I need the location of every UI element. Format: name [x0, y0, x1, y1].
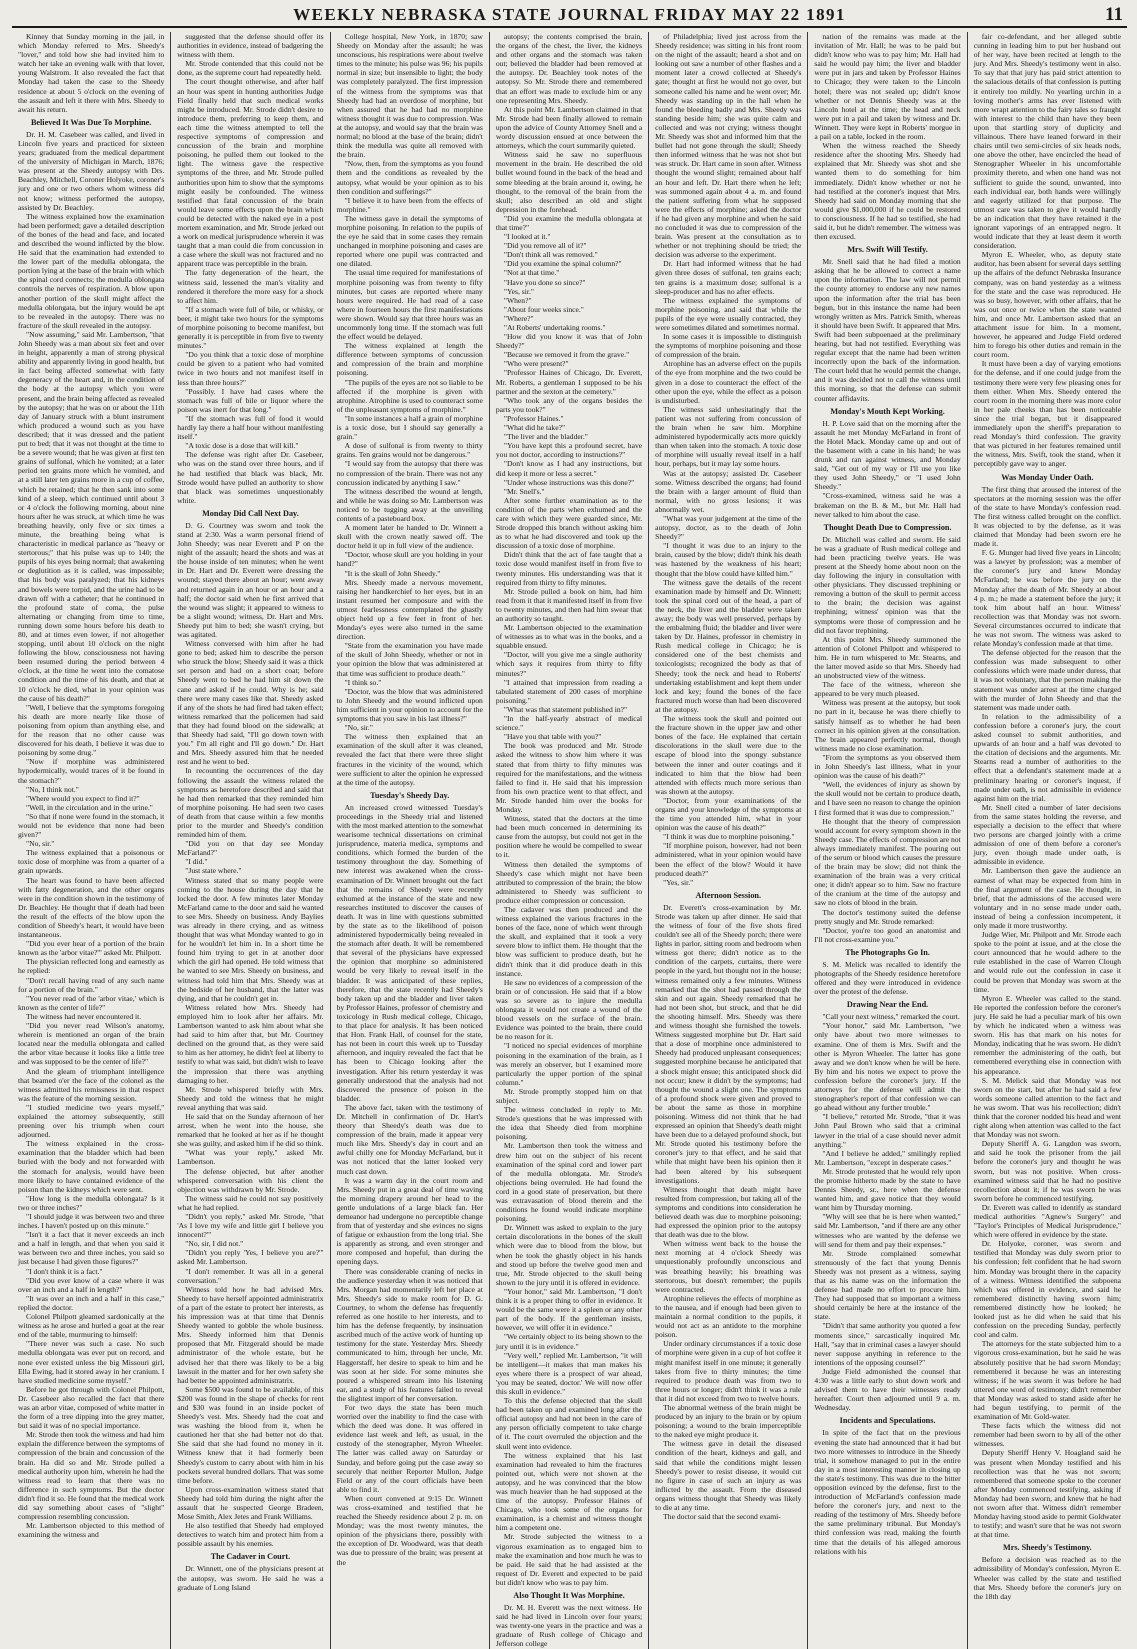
paragraph: "If a stomach were full of bile, or whisky, or beer, it might take two hours for the symptoms of morphine poisoning to become manifest, but generally it is perceptible in from five to twenty minutes." [177, 304, 324, 351]
paragraph: "I think so." [344, 677, 382, 687]
paragraph: In relation to the admissibility of a confession before a coroner's jury, the court asked counsel to submit authorities, and upwards of an hour and a half was devoted to the citation of decisions and the arguments. Mr. Stearns read a number of authorities to the effect that a defendant's statement made at a preliminary hearing or coroner's inquest, if made under oath, is not admissible in evidence against him on the trial. [973, 711, 1121, 803]
paragraph: Kinney that Sunday morning in the jail, in which Monday referred to Mrs. Sheedy's "lover," and told how she had invited him to watch her take an evening walk with that lover, young Walstrom. It also revealed the fact that Monday had taken the case to the Sheedy residence at about 5 o'clock on the evening of the assault and left it there with Mrs. Sheedy to await his return. [18, 32, 165, 114]
paragraph: "How long is the medulla oblongata? Is it two or three inches?" [18, 1193, 165, 1212]
paragraph: autopsy; the contents comprised the brain, the organs of the chest, the liver, the kidneys and other organs and the stomach was taken out; believed the bladder had been removed at the autopsy. Dr. Beachley took notes of the autopsy. So Mr. Strode there and remembered that an effort was made to exclude him or any one representing Mrs. Sheedy. [495, 32, 643, 105]
paragraph: The witness gave in detail the symptoms of morphine poisoning. In relation to the pupils of the eye he said that in some cases they remain unchanged in morphine poisoning and cases are reported where one pupil was contracted and one dilated. [336, 213, 483, 269]
paragraph: "The liver and the bladder." [503, 432, 588, 442]
paragraph: "No, sir." [26, 839, 55, 849]
paragraph: The face of the witness, whereon she appeared to be very much pleased. [814, 680, 961, 699]
paragraph: Deputy Sheriff A. G. Langdon was sworn, and said he took the prisoner from the jail before the coroner's jury and thought he was sworn, but was not positive. When cross-examined witness said that he had no positive recollection about it; if he was sworn he was sworn before he commenced testifying. [973, 1139, 1121, 1203]
paragraph: "There never was such a case. No such medulla oblongata was ever put on record, and none ever existed unless the big Missouri girl, Ella Ewing, had it stored away in her cranium. I have studied medicine some myself." [18, 1339, 165, 1385]
paragraph: Mr. Strode contended that this could not be done, as the supreme court had repeatedly held. [177, 59, 324, 78]
paragraph: Mr. Strode protested that he would rely upon the promise hitherto made by the state to have Dennis Sheedy, sr., here when the defense wanted him, and gave notice that they would want him by Thursday morning. [814, 1166, 961, 1213]
paragraph: "Yes, sir." [663, 877, 694, 887]
paragraph: "Where?" [503, 313, 534, 323]
paragraph: The abnormal wetness of the brain might be produced by an injury to the brain or by opium poisoning; a wound to the brain imperceptible to the naked eye might produce it. [655, 1402, 802, 1440]
paragraph: "I don't think it is a fact." [26, 1266, 103, 1276]
paragraph: Mr. Strode complained somewhat strenuously of the fact that young Dennis Sheedy was not present as a witness, saying that as his name was on the information the defense had made no effort to procure him. They had supposed that so important a witness should certainly be here at the instance of the state. [814, 1248, 961, 1322]
paragraph: Some $500 was found to be available, of this $200 was found in the shape of checks for rent and $30 was found in an inside pocket of Sheedy's vest. Mrs. Sheedy had the coat and was washing the blood from it, when he cautioned her that she had better not do that. She said that she had found no money in it. Witness knew that it had formerly been Sheedy's custom to carry about with him in his pockets several hundred dollars. That was some time before. [177, 1384, 324, 1485]
paragraph: "No, sir." [344, 723, 373, 733]
paragraph: Colonel Philpott gleamed sardonically at the witness as he arose and hurled a goat at the rear end of the table, murmuring to himself: [18, 1312, 165, 1340]
paragraph: H. P. Love said that on the morning after the assault he met Monday McFarland in front of the Hotel Mack. Monday came up and out of the basement with a cane in his hand; he was drunk and ran against witness, and Monday said, "Get out of my way or I'll use you like they used John Sheedy," or "I used John Sheedy." [814, 418, 961, 492]
paragraph: "Have you done so since?" [503, 277, 586, 287]
paragraph: The witness said he could not say positively what he had replied. [177, 1193, 324, 1212]
paragraph: Witness then detailed the symptoms of Sheedy's case which might not have been attributed to compression of the brain; the blow administered to Sheedy was sufficient to produce either compression or concussion. [495, 859, 643, 905]
section-heading: Believed It Was Due To Morphine. [30, 117, 152, 127]
paragraph: "At Roberts' undertaking rooms." [503, 323, 606, 332]
column-1 [12, 32, 171, 1649]
column-7 [968, 32, 1127, 1649]
paragraph: "Do you think that a toxic dose of morphine could be given to a patient who had vomited twice in two hours and not manifest itself in less than three hours?" [177, 350, 324, 387]
paragraph: "Doctor, was the blow that was administered to John Sheedy and the wound inflicted upon him sufficient in your opinion to account for the symptoms that you saw in his last illness?" [336, 686, 483, 724]
paragraph: Dr. M. H. Everett was the next witness. He said he had lived in Lincoln over four years; was twenty-one years in the practice and was a graduate of Rush college of Chicago and Jefferson college [495, 1603, 643, 1649]
section-heading: The Cadaver in Court. [210, 1552, 291, 1562]
paragraph: Didn't think that the act of fate taught that a toxic dose would manifest itself in from five to twenty minutes. His understanding was that it required from thirty to fifty minutes. [495, 550, 643, 587]
paragraph: "Did you on that day see Monday McFarland?" [177, 839, 324, 858]
section-heading: Thought Death Due to Compression. [823, 522, 952, 532]
paragraph: "I believe it to have been from the effects of morphine." [336, 195, 483, 214]
paragraph: Dr. Winnett, one of the physicians present at the autopsy, was sworn. He said he was a graduate of Long Island [177, 1564, 324, 1592]
paragraph: "Isn't it a fact that it never exceeds an inch and a half in length, and that when you said it was between two and three inches, you said so just because I had given those figures?" [18, 1230, 165, 1267]
paragraph: "Your honor," said Mr. Lambertson, "I don't think it is a proper thing to offer in evidence. It would be the same were it a spleen or any other part of the body. If the gentleman insists, however, we will offer it in evidence." [495, 1286, 643, 1333]
paragraph: "Did you ever know of a case where it was over an inch and a half in length?" [18, 1275, 165, 1294]
paragraph: Before a decision was reached as to the admissibility of Monday's confession, Myron E. Wheeler was called by the state and testified that Mrs. Sheedy before the coroner's jury on the 18th day [973, 1555, 1121, 1601]
paragraph: D. G. Courtney was sworn and took the stand at 2:30. Was a warm personal friend of John Sheedy; was near Everett and P on the night of the assault; heard the shots and was at the house inside of ten minutes; when he went in Dr. Hart and Dr. Everett were dressing the wound; stayed there about an hour; went away and returned again in an hour or an hour and a half; the doctor said when he first arrived that the wound was slight; it appeared to witness to be a slight wound; witness, Dr. Hart and Mrs. Sheedy put him to bed; she wasn't crying, but was agitated. [177, 520, 324, 639]
paragraph: "I studied medicine two years myself," explained the attorney subsequently, still preening over his triumph when court adjourned. [18, 1102, 165, 1140]
paragraph: "Your honor," said Mr. Lambertson, "we only have about two more witnesses to examine. One of them is Mrs. Swift and the other is Myron Wheeler. The latter has gone away and we don't know when he will be here. By him and his notes we expect to prove the confession before the coroner's jury. If the attorneys for the defense will admit the stenographer's report of that confession we can go ahead without any further trouble." [814, 1021, 961, 1113]
paragraph: The witness had never encountered it. [26, 1011, 142, 1021]
paragraph: There was considerable craning of necks in the audience yesterday when it was noticed that Mrs. Morgan had momentarily left her place at Mrs. Sheedy's side to make room for D. G. Courtney, to whom the defense has frequently referred as one hostile to her interests, and to him has the defense frequently, by insinuation ascribed much of the active work of hunting up testimony for the state. Yesterday Mrs. Sheedy communicated to him, through her uncle, Mr. Haggerstaff, her desire to speak to him and he was soon at her side. For some minutes she poured a whispered stream into his listening ear, and a study of his features failed to reveal the slightest import of her conversation. [336, 1266, 483, 1403]
paragraph: Mr. Strode promptly stopped him on that subject. [495, 1086, 643, 1105]
paragraph: Dr. H. M. Casebeer was called, and lived in Lincoln five years and practiced for sixteen years; graduated from the medical department of the university of Michigan in March, 1876; was present at the Sheedy autopsy with Drs. Beachley, Mitchell, Coroner Holyoke, coroner's jury and one or two others whom witness did not know; witness performed the autopsy, assisted by Dr. Beachley. [18, 129, 165, 212]
paragraph: "Doctor, you're too good an anatomist and I'll not cross-examine you." [814, 925, 961, 944]
paragraph: "I attained that impression from reading a tabulated statement of 200 cases of morphine poisoning." [495, 677, 643, 705]
paragraph: Before he got through with Colonel Philpott, Dr. Casebeer also recalled the fact that there was an arbor vitae, composed of white matter in the form of a tree dipping into the grey matter, but said it was of no special importance. [18, 1384, 165, 1431]
paragraph: "The pupils of the eyes are not so liable to be affected if the morphine is given with atrophine. Atrophine is used to counteract some of the unpleasant symptoms of morphine." [336, 377, 483, 414]
paragraph: "I think it was due to morphine poisoning." [663, 832, 795, 842]
paragraph: He thought that the theory of compression would account for every symptom shown in the Sheedy case. The effects of compression are not always immediately manifest. The pouring out of the serum or blood which causes the pressure of the brain may be slow; did not think the examination of the brain was a very critical one; it didn't appear so to him. Saw no fracture of the cranium at the time of the autopsy and saw no clots of blood in the brain. [814, 816, 961, 908]
section-heading: Monday's Mouth Kept Working. [830, 406, 945, 416]
paragraph: Witness thought that death might have resulted from compression, but taking all of the symptoms and conditions into consideration he believed death was due to morphine poisoning; had expressed the opinion prior to the autopsy that death was due to the blow. [655, 1184, 802, 1240]
paragraph: The witness said unhesitatingly that the patient was not suffering from concussion of the brain when he saw him. Morphine administered hypodermically acts more quickly than when taken into the stomach. A toxic dose of morphine will usually reveal itself in a half hour, perhaps, but it may lay some hours. [655, 404, 802, 469]
paragraph: The defense objected, but after another whispered conversation with his client the objection was withdrawn by Mr. Strode. [177, 1166, 324, 1194]
section-heading: Also Thought It Was Morphine. [513, 1591, 625, 1601]
paragraph: The doctor said that the second exami- [663, 1512, 781, 1522]
paragraph: After some further examination as to the condition of the parts when exhumed and the care with which they were guarded since, Mr. Strode dropped this branch without asking him as to what he had discovered and took up the discussion of a toxic dose of morphine. [495, 495, 643, 551]
paragraph: "Doctor, will you give me a single authority which says it requires from thirty to fifty minutes?" [495, 650, 643, 678]
paragraph: Dr. Everett was called to identify as standard medical authorities "Agnew's Surgery" and "Taylor's Principles of Medical Jurisprudence," which were offered in evidence by the state. [973, 1202, 1121, 1240]
paragraph: In some cases it is impossible to distinguish the symptoms of morphine poisoning and those of compression of the brain. [655, 332, 802, 360]
paragraph: "Call your next witness," remarked the court. [822, 1012, 960, 1022]
paragraph: The heart was found to have been affected with fatty degeneration, and the other organs were in the condition shown in the testimony of Dr. Beachley. He thought that if death had been the result of the effects of the blow upon the condition of Sheedy's heart, it would have been instantaneous. [18, 875, 165, 940]
paragraph: Atrophine relieves the effects of morphine as to the nausea, and if enough had been given to maintain a normal condition to the pupils, it would not act as an antidote to the morphine poison. [655, 1293, 802, 1340]
paragraph: "I believe," retorted Mr. Strode, "that it was John Paul Brown who said that a criminal lawyer in the trial of a case should never admit anything." [814, 1112, 961, 1149]
paragraph: Mrs. Sheedy made a nervous movement, raising her handkerchief to her eyes, but in an instant resumed her composure and with the utmost fearlessness contemplated the ghastly object held up a few feet in front of her. Monday's eyes were also turned in the same direction. [336, 577, 483, 642]
section-heading: Afternoon Session. [695, 890, 762, 900]
paragraph: "Just state where." [185, 866, 242, 876]
paragraph: "From the symptoms as you observed them in John Sheedy's last illness, what in your opinion was the cause of his death?" [814, 752, 961, 781]
paragraph: Upon cross-examination witness stated that Sheedy had told him during the night after the assault that he suspected George Bradeen, Mose Smith, Alex Jetes and Frank Williams. [177, 1484, 324, 1522]
section-heading: The Photographs Go In. [845, 947, 930, 957]
paragraph: Myron E. Wheeler, who, as deputy state auditor, has been absent for several days settling up the affairs of the defunct Nebraska Insurance company, was on hand yesterday as a witness for the state and the case was reproduced. He was so busy, however, with other affairs, that he was out once or twice when the state wanted him, and once Mr. Lambertson asked that an attachment issue for him. In a moment, however, he appeared and Judge Field ordered him to forego his other duties and remain in the court room. [973, 250, 1121, 360]
paragraph: "Didn't you reply 'Yes, I believe you are?'" asked Mr. Lambertson. [177, 1248, 324, 1267]
section-heading: Incidents and Speculations. [839, 1416, 936, 1426]
paragraph: "Where would you expect to find it?" [26, 793, 140, 803]
paragraph: "If the stomach was full of food it would hardly lay there a half hour without manifesting itself." [177, 413, 324, 442]
paragraph: "Now, then, from the symptoms as you found them and the conditions as revealed by the autopsy, what would be your opinion as to his then condition and sufferings?" [336, 159, 483, 196]
paragraph: The defense objected for the reason that the confession was made subsequent to other confessions which were made under duress, that it was not voluntary, that the person making the statement was under arrest at the time charged with the murder of John Sheedy and that the statement was made under oath. [973, 648, 1121, 712]
paragraph: "In some instances a half a grain of morphine is a toxic dose, but I should say generally a grain." [336, 413, 483, 442]
paragraph: Under ordinary circumstances if a toxic dose of morphine were given in a cup of hot coffee it might manifest itself in one minute; it generally takes from five to thirty minutes; the time required to produce death was from two to three hours or longer; didn't think it was a rule that it did not exceed from two to twelve hours. [655, 1339, 802, 1403]
paragraph: "How did you know it was that of John Sheedy?" [495, 332, 643, 351]
paragraph: The attorneys for the state subjected him to a vigorous cross-examination, but he said he was absolutely positive that he had sworn Monday; remembered it because he was an interesting witness; if he was sworn it was before he had uttered one word of testimony; didn't remember that Monday was asked to stand aside after he had begun testifying, to permit of the examination of Mr. Gold-water. [973, 1339, 1121, 1422]
section-heading: Mrs. Swift Will Testify. [847, 245, 928, 255]
paragraph: A dose of sulfonal is from twenty to thirty grains. Ten grains would not be dangerous." [336, 441, 483, 460]
section-heading: Drawing Near the End. [846, 1000, 929, 1010]
paragraph: The fatty degeneration of the heart, the witness said, lessened the man's vitality and rendered it therefore the more easy for a shock to affect him. [177, 268, 324, 305]
paragraph: These facts which the witness did not remember had been sworn to by all of the other witnesses. [973, 1421, 1121, 1449]
paragraph: It must have been a day of varying emotions for the defense, and if one could judge from the testimony there were very few pleasing ones for them either. When Mrs. Sheedy entered the court room in the morning there was more color in her pale cheeks than has been noticeable since the trial began, but it disappeared immediately upon the sheriff's preparation to read Monday's third confession. The gravity that was pictured in her features remained until the witness, Mrs. Swift, took the stand, when it perceptibly gave way to anger. [973, 359, 1121, 469]
paragraph: At this point Mrs. Sheedy summoned the attention of Colonel Philpott and whispered to him. He in turn whispered to Mr. Stearns, and the latter moved aside so that Mrs. Sheedy had an unobstructed view of the witness. [814, 634, 961, 681]
paragraph: "No, sir, I did not." [185, 1239, 244, 1249]
paragraph: "Because we removed it from the grave." [503, 350, 630, 360]
paragraph: F. G. Munger had lived five years in Lincoln; was a lawyer by profession; was a member of the coroner's jury and knew Monday McFarland; he was before the jury on the Monday after the death of Mr. Sheedy at about 4 p. m.; he made a statement before the jury; it took him about half an hour. Witness' recollection was that Monday was not sworn. Several circumstances occurred to indicate that he was not sworn. The witness was asked to relate Monday's confession made at that time. [973, 548, 1121, 649]
section-heading: Was Monday Under Oath. [1001, 472, 1094, 482]
paragraph: And the gleam of triumphant intelligence that beamed o'er the face of the colonel as the witness admitted his remissness in that respect was the feature of the morning session. [18, 1066, 165, 1103]
paragraph: The first thing that aroused the interest of the spectators at the morning session was the offer of the state to have Monday's confession read. The first witness called brought on the conflict. It was objected to by the defense, as it was claimed that Monday had been sworn ere he made it. [973, 484, 1121, 549]
paragraph: Dr. Everett's cross-examination by Mr. Strode was taken up after dinner. He said that the witness of four of the five shots fired couldn't see all of the Sheedy porch; there were lights in parlor, sitting room and bedroom when witness got there; didn't notice as to the condition of the carpets, curtains, there were people in the yard, but thought not in the house; witness remained only a few minutes. Witness remarked that the shot had passed through the skin and out again. Sheedy remarked that he had not been shot, but struck, and that he did the shooting himself. Mrs. Sheedy was there and witness thought she furnished the towels. Witness suggested morphine but Dr. Hart said that a dose of morphine once administered to Sheedy had produced unpleasant consequences; suggested morphine because he anticipated that a shock might ensue; this anticipated shock did not occur; knew it didn't by the symptoms; had thought the wound a slight one. The symptoms of a profound shock were given and proved to be about the same as those in morphine poisoning. Witness did not think that he had expressed an opinion that Sheedy's death might have been due to a delayed profound shock, but Mr. Strode quoted his testimony before the coroner's jury to that effect, and he said that while that might have been his opinion then it had been altered by his subsequent investigations. [655, 902, 802, 1185]
paragraph: "If morphine poison, however, had not been administered, what in your opinion would have been the effect of the blow? Would it have produced death?" [655, 841, 802, 878]
paragraph: Dr. Hart had informed witness that he had given three doses of sulfonal, ten grains each; ten grains is a maximum dose; sulfonal is a sleep-producer and has no after effects. [655, 259, 802, 296]
paragraph: The witness explained how the examination had been performed; gave a detailed description of the bones of the head and face, and located and described the wound inflicted by the blow. He said that the examination had extended to the lower part of the medulla oblongata, the portion lying at the base of the brain with which the spinal cord connects; the medulla oblongata controls the nerves of respiration. A blow upon another portion of the skull might affect the medulla oblongata, but the injury would be apt to be revealed in the autopsy. There was no fracture of the skull revealed in the autopsy. [18, 211, 165, 330]
paragraph: "Did you examine the medulla oblongata at that time?" [495, 213, 643, 232]
paragraph: "I should judge it was between two and three inches. I haven't posted up on this minute." [18, 1212, 165, 1231]
column-5 [649, 32, 808, 1649]
paragraph: When court convened at 9:15 Dr. Winnett was cross-examined and testified that he reached the Sheedy residence about 2 p. m. on Monday; was the most twenty minutes, the opinion of the physicians there, possibly with the exception of Dr. Woodward, was that death was due to pressure of the brain; was present at the [336, 1493, 483, 1567]
paragraph: Atrophine has an adverse effect on the pupils of the eye from morphine and the two could be given in a dose to counteract the effect of the other upon the eye, while the effect as a poison is undisturbed. [655, 359, 802, 405]
paragraph: Was at the autopsy; assisted Dr. Casebeer some. Witness described the organs; had found the brain with a larger amount of fluid than normal, with no gross lesions; it was abnormally wet. [655, 468, 802, 514]
paragraph: The witness gave the details of the recent examination made by himself and Dr. Winnett; took the spinal cord out of the head, a part of the neck, the liver and the bladder were taken away; the body was well preserved, perhaps by the embalming fluid; the bladder and liver were taken by Dr. Haines, professor in chemistry in Rush medical college in Chicago; he is considered one of the best chemists and toxicologists; recognized the body as that of Sheedy; took the neck and head to Roberts' undertaking establishment and kept them under lock and key; found the bones of the face fractured much worse than had been discovered at the autopsy. [655, 577, 802, 714]
paragraph: "You never read of the 'arbor vitae,' which is known as the center of life?" [18, 993, 165, 1012]
paragraph: "Now if morphine was administered hypodermically, would traces of it be found in the stomach?" [18, 757, 165, 785]
paragraph: "I thought it was due to an injury to the brain, caused by the blow; didn't think his death was hastened by the weakness of his heart; thought that the blow could have killed him." [655, 541, 802, 578]
paragraph: Mr. Lambertson objected to this method of examining the witness and [18, 1521, 165, 1540]
paragraph: Witness was present at the autopsy, but took no part in it, because he was there chiefly to satisfy himself as to whether he had been correct in his opinion given at the consultation. The brain appeared perfectly normal, though witness made no close examination. [814, 698, 961, 753]
paragraph: For two days the state has been much worried over the inability to find the case with which the deed was done. It was offered in evidence last week and left, as usual, in the custody of the stenographer, Myron Wheeler. The latter was called away on Saturday or Sunday, and before going put the case away so securely that neither Reporter Mullon, Judge Field or any of the court officials have been able to find it. [336, 1402, 483, 1494]
paragraph: "No, I think not." [26, 784, 79, 794]
paragraph: The witness then explained that an examination of the skull after it was cleaned, revealed the fact that there were three slight fractures in the vicinity of the wound, which were sufficient to alter the opinion he expressed at the time of the autopsy. [336, 732, 483, 787]
paragraph: "About four weeks since." [503, 304, 584, 314]
paragraph: Witness conversed with him after he had gone to bed; asked him to describe the person who struck the blow; Sheedy said it was a thick set person and had on a short coat; before Sheedy went to bed he had him sit down the cane and asked if he could. Why is he; said there were many cases like that. Sheedy asked if any of the shots he had fired had taken effect; witness remarked that the policemen had said that they had found blood on the sidewalk; at that Sheedy had said, "I'll go down town with you." I'm all right and I'll go down." Dr. Hart and Mrs. Sheedy assured him that he needed rest and he went to bed. [177, 639, 324, 767]
paragraph: The witness explained that his last examination had revealed to him the fractures pointed out, which were not shown at the autopsy, and he was convinced that the blow was much heavier than he had supposed at the time of the autopsy. Professor Haines of Chicago, who took some of the organs for examination, is a chemist and witness thought him a competent one. [495, 1450, 643, 1533]
paragraph: Dr. Holyoke, coroner, was sworn and testified that Monday was duly sworn prior to his confession; felt confident that he had sworn him. Monday was brought there in the capacity of a witness. Witness identified the subpoena which was offered in evidence, and said he remembered distinctly having sworn him; remembered distinctly how he looked; he looked just as he did when he said that his confession on the preceding Sunday, perfectly cool and calm. [973, 1239, 1121, 1340]
paragraph: Witness told how he had advised Mrs. Sheedy to have herself appointed administratrix of a part of the estate to protect her interests, as his impression was at that time that Dennis Sheedy wanted to gobble the whole business. Mrs. Sheedy informed him that Dennis proposed that Mr. Fitzgerald should be made administrator of the whole estate, but he advised her that there was likely to be a big lawsuit in the matter and for her own safety she had better be appointed administratrix. [177, 1284, 324, 1385]
paragraph: "And I believe he added," smilingly replied Mr. Lambertson, "except in desperate cases." [814, 1148, 961, 1167]
paragraph: Judge Field admonished the counsel that 4:30 was a little early to shut down work and advised them to have their witnesses ready hereafter. Court then adjourned until 9 a. m. Wednesday. [814, 1366, 961, 1413]
paragraph: "Possibly. I have had cases where the stomach was full of bile or liquor where the poison was inert for that long." [177, 386, 324, 414]
paragraph: When the witness reached the Sheedy residence after the shooting Mrs. Sheedy had explained that Mr. Sheedy was shot and she wanted them to do something for him immediately. Didn't know whether or not he had testified at the coroner's inquest that Mrs. Sheedy had said on Monday morning that she would give $1,000,000 if he could be restored to consciousness. If he had so testified, she had said it, but he didn't remember. The witness was then excused. [814, 141, 961, 242]
paragraph: Witness stated that so many people were coming to the house during the day that he locked the door. A few minutes later Monday McFarland came to the door and said he wanted to see Mrs. Sheedy on business. Andy Baylies was already in there crying, and as witness thought that was what Monday wanted to go in for he wouldn't let him in. In a short time he found him trying to get in at another door which the girl had opened. He told witness that he wanted to see Mrs. Sheedy on business, and witness had told him that Mrs. Sheedy was at the bedside of her husband, that the latter was dying, and that he couldn't get in. [177, 875, 324, 1003]
paragraph: "Cross-examined, witness said he was a brakeman on the B. & M., but Mr. Hall had never talked to him about the case. [814, 491, 961, 519]
paragraph: "Well, the evidences of injury as shown by the skull would not be certain to produce death, and I have seen no reason to change the opinion I first formed that it was due to compression." [814, 780, 961, 817]
paragraph: When witness went back to the house the next morning at 4 o'clock Sheedy was unquestionably profoundly unconscious and was breathing heavily; his breathing was stertorous, but doesn't remember; the pupils were contracted. [655, 1239, 802, 1294]
paragraph: Deputy Sheriff Henry V. Hoagland said he was present when Monday testified and his recollection was that he was not sworn; remembered that someone spoke to the coroner after Monday commenced testifying, asking if Monday had been sworn, and knew that he had not sworn after that. Witness didn't remember Monday having stood aside to permit Goldwater to testify; and wasn't sure that he was not sworn at that time. [973, 1448, 1121, 1540]
paragraph: At this point Mr. Lambertson claimed in that Mr. Strode had been finally allowed to remain upon the advice of County Attorney Snell and a wordy discussion ensued at once between the attorneys, which the court summarily quieted. [495, 104, 643, 151]
paragraph: Mr. Lambertson then took the witness and drew him out on the subject of his recent examination of the spinal cord and lower part of the medulla oblongata. Mr. Strode's objections being overruled. He had found the cord in a good state of preservation, but there was extravasation of blood therein and the conditions he found would indicate morphine poisoning. [495, 1141, 643, 1224]
paragraph: It was a warm day in the court room and Mrs. Sheedy put in a great deal of time waving the morning drapery around her head to the gentle undulations of a large black fan. Her demeanor had undergone no perceptible change from that of yesterday and she evinces no signs of fatigue or exhaustion from the long trial. She is apparently as strong, and even stronger and more composed and hopeful, than during the opening days. [336, 1175, 483, 1267]
page-number: 11 [1105, 4, 1123, 25]
paragraph: "I don't remember. It was all in a general conversation." [177, 1266, 324, 1285]
paragraph: "When?" [503, 295, 532, 305]
paragraph: "Did you remove all of it?" [503, 241, 587, 251]
paragraph: "Did you never read Wilson's anatomy, wherein is mentioned an organ of the brain located near the medulla oblongata and called the arbor vitae because it looks like a little tree and was supposed to be the center of life?" [18, 1021, 165, 1067]
paragraph: S. M. Melick was recalled to identify the photographs of the Sheedy residence heretofore offered and they were introduced in evidence over the protest of the defense. [814, 959, 961, 997]
paragraph: College hospital, New York, in 1870; saw Sheedy on Monday after the assault; he was unconscious, his respirations were about twelve times to the minute; his pulse was 96; his pupils normal in size; but insensible to light; the body was completely paralyzed. The first impression of the witness from the symptoms was that Sheedy had had an overdose of morphine, but when assured that he had had no morphine witness thought it was due to compression. Was at the autopsy, and would say that the brain was normal; no blood at the base of the brain; didn't think the medulla was quite all removed with the brain. [336, 32, 483, 160]
paragraph: Mr. Snell cited a number of later decisions from the same states holding the reverse, and especially a decision to the effect that where two persons are charged jointly with a crime admission of one of them before a coroner's jury, even though made under oath, is admissible in evidence. [973, 802, 1121, 867]
paragraph: "So that if none were found in the stomach, it would not be evidence that none had been given?" [18, 811, 165, 840]
paragraph: "Don't think all was removed." [503, 250, 598, 260]
paragraph: "What was your judgement at the time of the autopsy, doctor, as to the death of John Sheedy?" [655, 513, 802, 542]
paragraph: The witness explained the symptoms of morphine poisoning, and said that while the pupils of the eye were usually contracted, they were sometimes dilated and sometimes normal. [655, 295, 802, 332]
paragraph: Dr. Winnett was asked to explain to the jury certain discolorations in the bones of the skull which were due to blood from the blow, but when he took the ghastly object in his hands and stood up before the twelve good men and true, Mr. Strode objected to the skull being shown to the jury until it is offered in evidence. [495, 1223, 643, 1287]
section-heading: Monday Did Call Next Day. [202, 508, 299, 518]
paragraph: The witness explained that a poisonous or toxic dose of morphine was from a quarter of a grain upwards. [18, 848, 165, 876]
paragraph: "We certainly object to its being shown to the jury until it is in evidence." [495, 1332, 643, 1351]
paragraph: The cadaver was then produced and the witness explained the various fractures in the bones of the face, none of which went through the skull, and explained that it took a very severe blow to inflict them. He thought that the blow was sufficient to produce death, but he didn't think that it did produce death in this instance. [495, 905, 643, 978]
paragraph: To this the defense objected that the skull had been taken up and examined long after the official autopsy and had not been in the care of any person officially competent to take charge of it. The court overruled the objection and the skull went into evidence. [495, 1396, 643, 1451]
paragraph: "I noticed no special evidences of morphine poisoning in the examination of the brain, as I was merely an observer, but I examined more particularly the upper portion of the spinal column." [495, 1041, 643, 1087]
paragraph: "Under whose instructions was this done?" [503, 477, 635, 487]
paragraph: An increased crowd witnessed Tuesday's proceedings in the Sheedy trial and listened with the most marked attention to the somewhat wearisome technical dissertations on criminal jurisprudence, materia medica, symptoms and conditions, which formed the burden of the testimony throughout the day. Something of new interest was awakened when the cross-examination of Dr. Winnett brought out the fact that the remains of Sheedy were recently exhumed at the instance of the state and new researches instituted to discover the causes of death. It was in line with questions submitted by the state as to the likelihood of poison administered hypodermically being revealed in the stomach after death. It will be remembered that several of the physicians have expressed the opinion that morphine so administered would be very likely to reveal itself in the bladder. It was anticipated of these replies, therefore, that the state recently had Sheedy's body taken up and the bladder and liver taken by Professor Haines, professor of chemistry and toxicology in Rush medical college, Chicago, to that place for analysis. It has been noticed that Hon. Frank Hall, of counsel for the state, has not been in court this week up to Tuesday afternoon, and inquiry revealed the fact that he has been to Chicago looking after the investigation. After his return yesterday it was generally understood that the analysis had not discovered the presence of poison in the bladder. [336, 802, 483, 1103]
paragraph: "It is the skull of John Sheedy." [344, 568, 441, 578]
paragraph: "What did he take?" [503, 423, 566, 433]
column-2 [171, 32, 330, 1649]
paragraph: Mr. Strode pulled a book on him, had him read from it that it manifested itself in from five to twenty minutes, and then had him swear that an authority so taught. [495, 586, 643, 623]
paragraph: nation of the remains was made at the invitation of Mr. Hall; he was to be paid but didn't know who was to pay him; Mr. Hall had said he would pay him; the liver and bladder were put in jars and taken by Professor Haines to Chicago; they were taken to the Lincoln hotel; there was not sealed up; didn't know whether or not Dennis Sheedy was at the Lincoln hotel at the time; the head and neck were put in a pail and taken by witness and Dr. Winnett. They were kept in Roberts' morgue in a pail on a table, locked in the room. [814, 32, 961, 142]
paragraph: Witness said he saw no superfluous movement in the brain. He described the old bullet wound found in the back of the head and some bleeding at the brain around it, owing, he thought, to the removal of the brain from the skull; also described an old and slight depression in the forehead. [495, 150, 643, 214]
paragraph: "Have you that table with you?" [503, 732, 602, 742]
paragraph: "I looked at it." [503, 232, 551, 242]
paragraph: "Professor Haines of Chicago, Dr. Everett, Mr. Roberts, a gentleman I supposed to be his partner and the sexton at the cemetery." [495, 368, 643, 396]
paragraph: "I did." [185, 857, 208, 867]
column-6 [808, 32, 967, 1649]
paragraph: A moment later he handed to Dr. Winnett a skull with the crown neatly sawed off. The doctor held it up in full view of the audience. [336, 523, 483, 551]
article-columns [12, 32, 1127, 1649]
paragraph: In spite of the fact that on the previous evening the state had announced that it had but two more witnesses to introduce in the Sheedy trial, it somehow managed to put in the entire day in a most interesting manner in closing up the state's testimony. This was due to the bitter opposition evinced by the defense, first to the introduction of McFarland's confession made before the coroner's jury, and next to the reading of the testimony of Mrs. Sheedy before the same preliminary tribunal. But Monday's third confession was read, making the fourth time that the details of his alleged amorous relations with his [814, 1428, 961, 1556]
paragraph: Mr. Strode then took the witness and had him explain the difference between the symptoms of compression of the brain and concussion of the brain. Ha did so and Mr. Strode pulled a medical authority upon him, wherein he had the witness read to learn that there was no difference in such symptoms. But the doctor didn't find it so. He found that the medical work did say something about cases of "slight" compression resembling concussion. [18, 1430, 165, 1522]
paragraph: Mr. Snell said that he had filed a motion asking that he be allowed to correct a name upon the information. The law will not permit the county attorney to endorse any new names upon the information after the trial has been begun, but in this instance the name had been wrongly written as Mrs. Patrick Smith, whereas it should have been Swift. It appeared that Mrs. Swift had been subpoenaed at the preliminary hearing, but had not testified. Everything was regular except that the name had been written incorrectly upon the back of the information. The court held that he would permit the change, and it was decided not to call the witness until this morning, so that the defense can submit counter affidavits. [814, 257, 961, 403]
paragraph: Mr. Lambertson then gave the audience an earnest of what may be expected from him in the final argument of the case. He thought, in brief, that the admissions of the accused were voluntary and in no sense made under oath, instead of being a confession incompetent, it only made it more trustworthy. [973, 866, 1121, 930]
paragraph: "Now assuming," said Mr. Lambertson, "that John Sheedy was a man about six feet and over in height, apparently a man of strong physical ability and apparently living in good health, but in fact being affected somewhat with fatty degeneracy of the heart and, in the condition of the body at the autopsy which you were present, and the brain being affected as revealed by the autopsy; that he was on or about the 11th day of January struck with a blunt instrument which produced a wound such as you have described; that it was dressed and the patient put to bed; that it was not thought at the time to be a severe wound; that he was given at first ten grains of sulfonal, which he vomited; at a later period ten grains more which he vomited, and at a still later ten grains more in a cup of coffee, which he retained; that he then sank into some kind of a sleep, which continued until about 3 or 4 o'clock the following morning, about nine hours after he was struck, at which time he was breathing heavily, only five or six times a minute, the breathing being what is characteristic in medical parlance as "heavy or stertorous;" that his pulse was up to 140; the pupils of his eyes being normal; that awakening or deglutition as it is called, was impossible; that his body was paralyzed; that his kidneys and bowels were torpid, and the urine had to be drawn off with a catheter; that he continued in the profound state of coma, the pulse alternating or changing from time to time, running down some hours before his death to 80, and at times even lower, if not altogether stopping, until about 10 o'clock on the night following the blow, consciousness not having been resumed during the period between 4 o'clock, at the time he went into the comatose condition and the time of his death, and that at 10 o'clock he died, what in your opinion was the cause of his death?" [18, 329, 165, 703]
section-heading: Mrs. Sheedy's Testimony. [1002, 1543, 1092, 1553]
paragraph: The witness concluded in reply to Mr. Strode's questions that he was impressed with the idea that Sheedy died from morphine poisoning. [495, 1105, 643, 1142]
paragraph: "Don't recall having read of any such name for a portion of the brain." [18, 975, 165, 994]
paragraph: Mr. Strode whispered briefly with Mrs. Sheedy and told the witness that he might reveal anything that was said. [177, 1084, 324, 1112]
paragraph: The witness described the wound at length, and while he was doing so Mr. Lambertson was noticed to be tugging away at the unveiling contents of a pasteboard box. [336, 486, 483, 523]
paragraph: Mr. Lambertson objected to the examination of witnesses as to what was in the books, and a squabble ensued. [495, 623, 643, 651]
paragraph: "A toxic dose is a dose that will kill." [185, 441, 299, 451]
paragraph: "In the half-yearly abstract of medical science." [495, 714, 643, 733]
paragraph: "Did you examine the spinal column?" [503, 259, 622, 269]
paragraph: The doctor's testimony suited the defense pretty snugly and Mr. Strode remarked: [814, 907, 961, 926]
paragraph: The physician reflected long and earnestly as he replied: [18, 957, 165, 976]
paragraph: Myron E. Wheeler was called to the stand. He reported the confession before the coroner's jury. He said he had a peculiar mark of his own by which he indicated when a witness was sworn. His has that mark on his notes for Monday, indicating that he was sworn. He didn't remember the administering of the oath, but remembered everything else in connection with his appearance. [973, 993, 1121, 1076]
paragraph: The above fact, taken with the testimony of Dr. Mitchell in confirmation of Dr. Hart's theory that Sheedy's death was due to compression of the brain, made it appear very much like Mrs. Sheedy's day in court and an awful chilly one for Monday McFarland, but it was not noticed that the latter looked very much cast down. [336, 1102, 483, 1176]
paragraph: Witness, stated that the doctors at the time had been much concerned in determining its cause from the autopsy, but could not get in the position where he would be compelled to swear to it. [495, 814, 643, 860]
column-4 [490, 32, 649, 1649]
paragraph: "Professor Haines." [503, 413, 564, 423]
paragraph: "What was that statement published in?" [503, 704, 628, 714]
paragraph: Mr. Strode subjected the witness to a vigorous examination as to engaged him to make the examination and how much he was to be paid. He said that he had assisted at the request of Dr. Everett and expected to be paid but didn't know who was to pay him. [495, 1532, 643, 1587]
paragraph: The defense was right after Dr. Casebeer, who was on the stand over three hours, and if he had testified that black was black, Mr. Strode would have pulled an authority to show that black was sometimes unquestionably white. [177, 450, 324, 505]
paragraph: "I would say from the autopsy that there was no compression of the brain. There was not any concussion indicated by anything I saw." [336, 459, 483, 487]
paragraph: The witness gave in detail the diseased condition of the heart, kidneys and gall, and said that while the conditions might lessen Sheedy's power to resist disease, it would cut no figure in case of such an injury as was inflicted by the assault. From the diseased organs witness thought that Sheedy was likely to die at any time. [655, 1439, 802, 1512]
paragraph: "Well, I believe that the symptoms foregoing his death are more nearly like those of poisoning from opium than anything else, and for the reason that no other cause was discovered for his death, I believe it was due to poisoning by some drug." [18, 702, 165, 758]
paragraph: Judge Wier, Mr. Philpott and Mr. Strode each spoke to the point at issue, and at the close the court announced that he would adhere to the rule established in the case of Warren Clough and would rule out the confession in case it could be proven that Monday was sworn at the time. [973, 930, 1121, 994]
paragraph: The usual time required for manifestations of morphine poisoning was from twenty to fifty minutes, but cases are reported where many hours were required. He had read of a case where in fourteen hours the first manifestations were shown. Would say that three hours was an uncommonly long time. If the stomach was full the effect would be delayed. [336, 268, 483, 342]
paragraph: He saw no evidences of a compression of the brain or of concussion. He said that if a blow was so severe as to injure the medulla oblongata it would not create a wound of the blood vessels on the surface of the brain. Evidence was pointed to the brain, there could be no reason for it. [495, 977, 643, 1042]
paragraph: "Well, in the circulation and in the urine." [26, 802, 153, 812]
paragraph: "Did you ever hear of a portion of the brain known as the 'arbor vitae?'" asked Mr. Philpott. [18, 939, 165, 958]
paragraph: He said that on the Sunday afternoon of her arrest, when he went into the house, she remarked that he looked at her as if he thought she was guilty, and asked him if he did so think. [177, 1111, 324, 1149]
paragraph: "Very well," replied Mr. Lambertson, "it will be intelligent—it makes that man makes his eyes where there is a prospect of war ahead, 'you may be seated, doctor.' We will now offer this skull in evidence." [495, 1350, 643, 1396]
paragraph: "State from the examination you have made of the skull of John Sheedy, whether or not in your opinion the blow that was administered at that time was sufficient to produce death." [336, 641, 483, 678]
paragraph: "Doctor, whose skull are you holding in your hand?" [336, 550, 483, 569]
paragraph: The witness explained in the cross-examination that the bladder which had been buried with the body and not forwarded with the stomach for analysis, would have been more likely to have contained evidence of the poison than the kidneys which were sent. [18, 1139, 165, 1194]
paragraph: "Didn't that same authority you quoted a few moments since," sarcastically inquired Mr. Hall, "say that in criminal cases a lawyer should never suppose anything in reference to the intentions of the opposing counsel?" [814, 1321, 961, 1367]
paragraph: "Not at that time." [503, 268, 560, 278]
paragraph: "Doctor, from your examinations of the organs and your knowledge of the symptoms at the time you attended him, what in your opinion was the cause of his death?" [655, 795, 802, 833]
paragraph: In recounting the occurrences of the day following the assault the witness related the symptoms as heretofore described and said that he had then remarked that they reminded him of morphine poisoning. He had seen two cases of death from that cause within a few months prior to the murder and Sheedy's condition reminded him of them. [177, 766, 324, 840]
paragraph: "What was your reply," asked Mr. Lambertson. [177, 1148, 324, 1167]
paragraph: Witness related how Mrs. Sheedy had employed him to look after her affairs. Mr. Lambertson wanted to ask him about what she had said to him after that, but Mr. Courtney declined on the ground that, as they were said to him as her attorney, he didn't feel at liberty to testify to what was said, but didn't wish to leave the impression that there was anything damaging to her. [177, 1002, 324, 1085]
paragraph: suggested that the defense should offer its authorities in evidence, instead of badgering the witness with them. [177, 32, 324, 60]
paragraph: Dr. Mitchell was called and sworn. He said he was a graduate of Rush medical college and had been practicing twelve years. He was present at the Sheedy home about noon on the day following the injury in consultation with other physicians. They discussed trephining or removing a button of the skull to permit access to the brain; the decision was against trephining; witness' opinion was that the symptoms were those of compression and he did not favor trephining. [814, 534, 961, 635]
masthead [12, 4, 1127, 28]
paragraph: "Why will see that he is here when wanted," said Mr. Lambertson, "and if there are any other witnesses who are wanted by the defense we will send for them and pay their expenses." [814, 1212, 961, 1249]
paragraph: "Who were present?" [503, 359, 569, 369]
paragraph: "You have kept this a profound secret, have you not doctor, according to instructions?" [495, 441, 643, 460]
paragraph: of Philadelphia; lived just across from the Sheedy residence; was sitting in his front room on the night of the assault; heard a shot and on looking out saw a number of other flashes and a moment later a crowd collected at Sheedy's gate; thought at first he would not go over, but someone called his name and he went over; Mr. Sheedy was standing up in the hall when he found the bleeding badly and Mrs. Sheedy was standing beside him; she was quite calm and collected and was not crying; witness thought Mr. Sheedy was shot and informed him that the bullet had not gone through the skull; Sheedy then informed witness that he was not shot but was struck. Dr. Hart came in soon after. Witness thought the wound slight; remained about half an hour and left. Dr. Hart there when he left; was summoned again about 4 a. m. and found the patient suffering from what he supposed were the effects of morphine; asked the doctor if he had given any morphine and when he said no concluded it was due to compression of the brain. Was present at the consultation as to whether or not trephining should be tried; the decision was adverse to the experiment. [655, 32, 802, 260]
paragraph: "Didn't you reply," asked Mr. Strode, "that 'As I love my wife and little girl I believe you innocent?'" [177, 1212, 324, 1240]
paragraph: The book was produced and Mr. Strode asked the witness to show him where it was stated that from thirty to fifty minutes was required for the manifestations, and the witness failed to find it. He said that his impression from his own practice went to that effect, and Mr. Strode handed him over the books for Monday. [495, 741, 643, 814]
column-3 [331, 32, 490, 1649]
paragraph: "Yes, sir." [503, 286, 534, 296]
paragraph: He also testified that Sheedy had employed detectives to watch him and protect him from a possible assault by his enemies. [177, 1521, 324, 1549]
paragraph: "Who took any of the organs besides the parts you took?" [495, 395, 643, 414]
masthead-title: WEEKLY NEBRASKA STATE JOURNAL FRIDAY MAY 22 1891 [293, 5, 846, 24]
paragraph: The witness explained at length the difference between symptoms of concussion and compression of the brain and morphine poisoning. [336, 341, 483, 378]
paragraph: S. M. Melick said that Monday was not sworn on the start, but after he had said a few words someone called attention to the fact and he was sworn. That was his recollection; didn't think that the coroner nodded his head and went right along when attention was called to the fact that Monday was not sworn. [973, 1075, 1121, 1140]
paragraph: fair co-defendant, and her alleged subtle cunning in leading him to put her husband out of her way, have been recited at length to the jury. And Mrs. Sheedy's testimony went in also. To say that that jury has paid strict attention to the salacious details of that confession is putting it entirely too mildly. No yearling urchin in a loving mother's arms has ever listened with more wrapt attention to the fairy tales so fraught with interest to the child than have they been upon that startling story of duplicity and villainous. There have leaned forward in their chairs until two semi-circles of six heads nods, one above the other, have encircled the head of Stenographer Wheeler in his uncomfortable proximity thereto, and when one hand was not sufficient to guide the sound, unwanted, into each individual ear, both hands were willingly and eagerly utilized for that purpose. The utmost care was taken to give it would hardly be an indication that they have retained it the ignorant vaporings of an entrapped negro. It would indicate that they at least deem it worth consideration. [973, 32, 1121, 251]
paragraph: The court thought otherwise, and after half an hour was spent in hunting authorities Judge Field finally held that such medical works might be introduced. Mr. Strode didn't desire to introduce them, preferring to keep them, and each time the witness attempted to tell the respective symptoms of compression and concussion of the brain and morphine poisoning, he pulled them out looked to the light. The witness gave the respective symptoms of the three, and Mr. Strode pulled authorities upon him to show that the symptoms might easily be confounded. The witness testified that fatal concussion of the brain would leave some effects upon the brain which could be detected with the naked eye in a post mortem examination, and Mr. Strode jerked out a work on medical jurisprudence wherein it was taught that a man could die from concussion in a case where the skull was not fractured and no apparent trace was perceptible in the brain. [177, 77, 324, 269]
paragraph: "Mr. Snell's." [503, 486, 545, 496]
paragraph: "Don't know as I had any instructions, but did keep it more or less a secret." [495, 459, 643, 478]
section-heading: Tuesday's Sheedy Day. [370, 790, 450, 800]
paragraph: The witness took the skull and pointed out the fracture shown in the upper jaw and other bones of the face. He explained that certain discolorations in the skull were due to the escape of blood into the spongy substance between the inner and outer coatings and it indicated to him that the blow had been attended with effects much more serious than was shown at the autopsy. [655, 714, 802, 796]
paragraph: "It was over an inch and a half in this case," replied the doctor. [18, 1293, 165, 1312]
